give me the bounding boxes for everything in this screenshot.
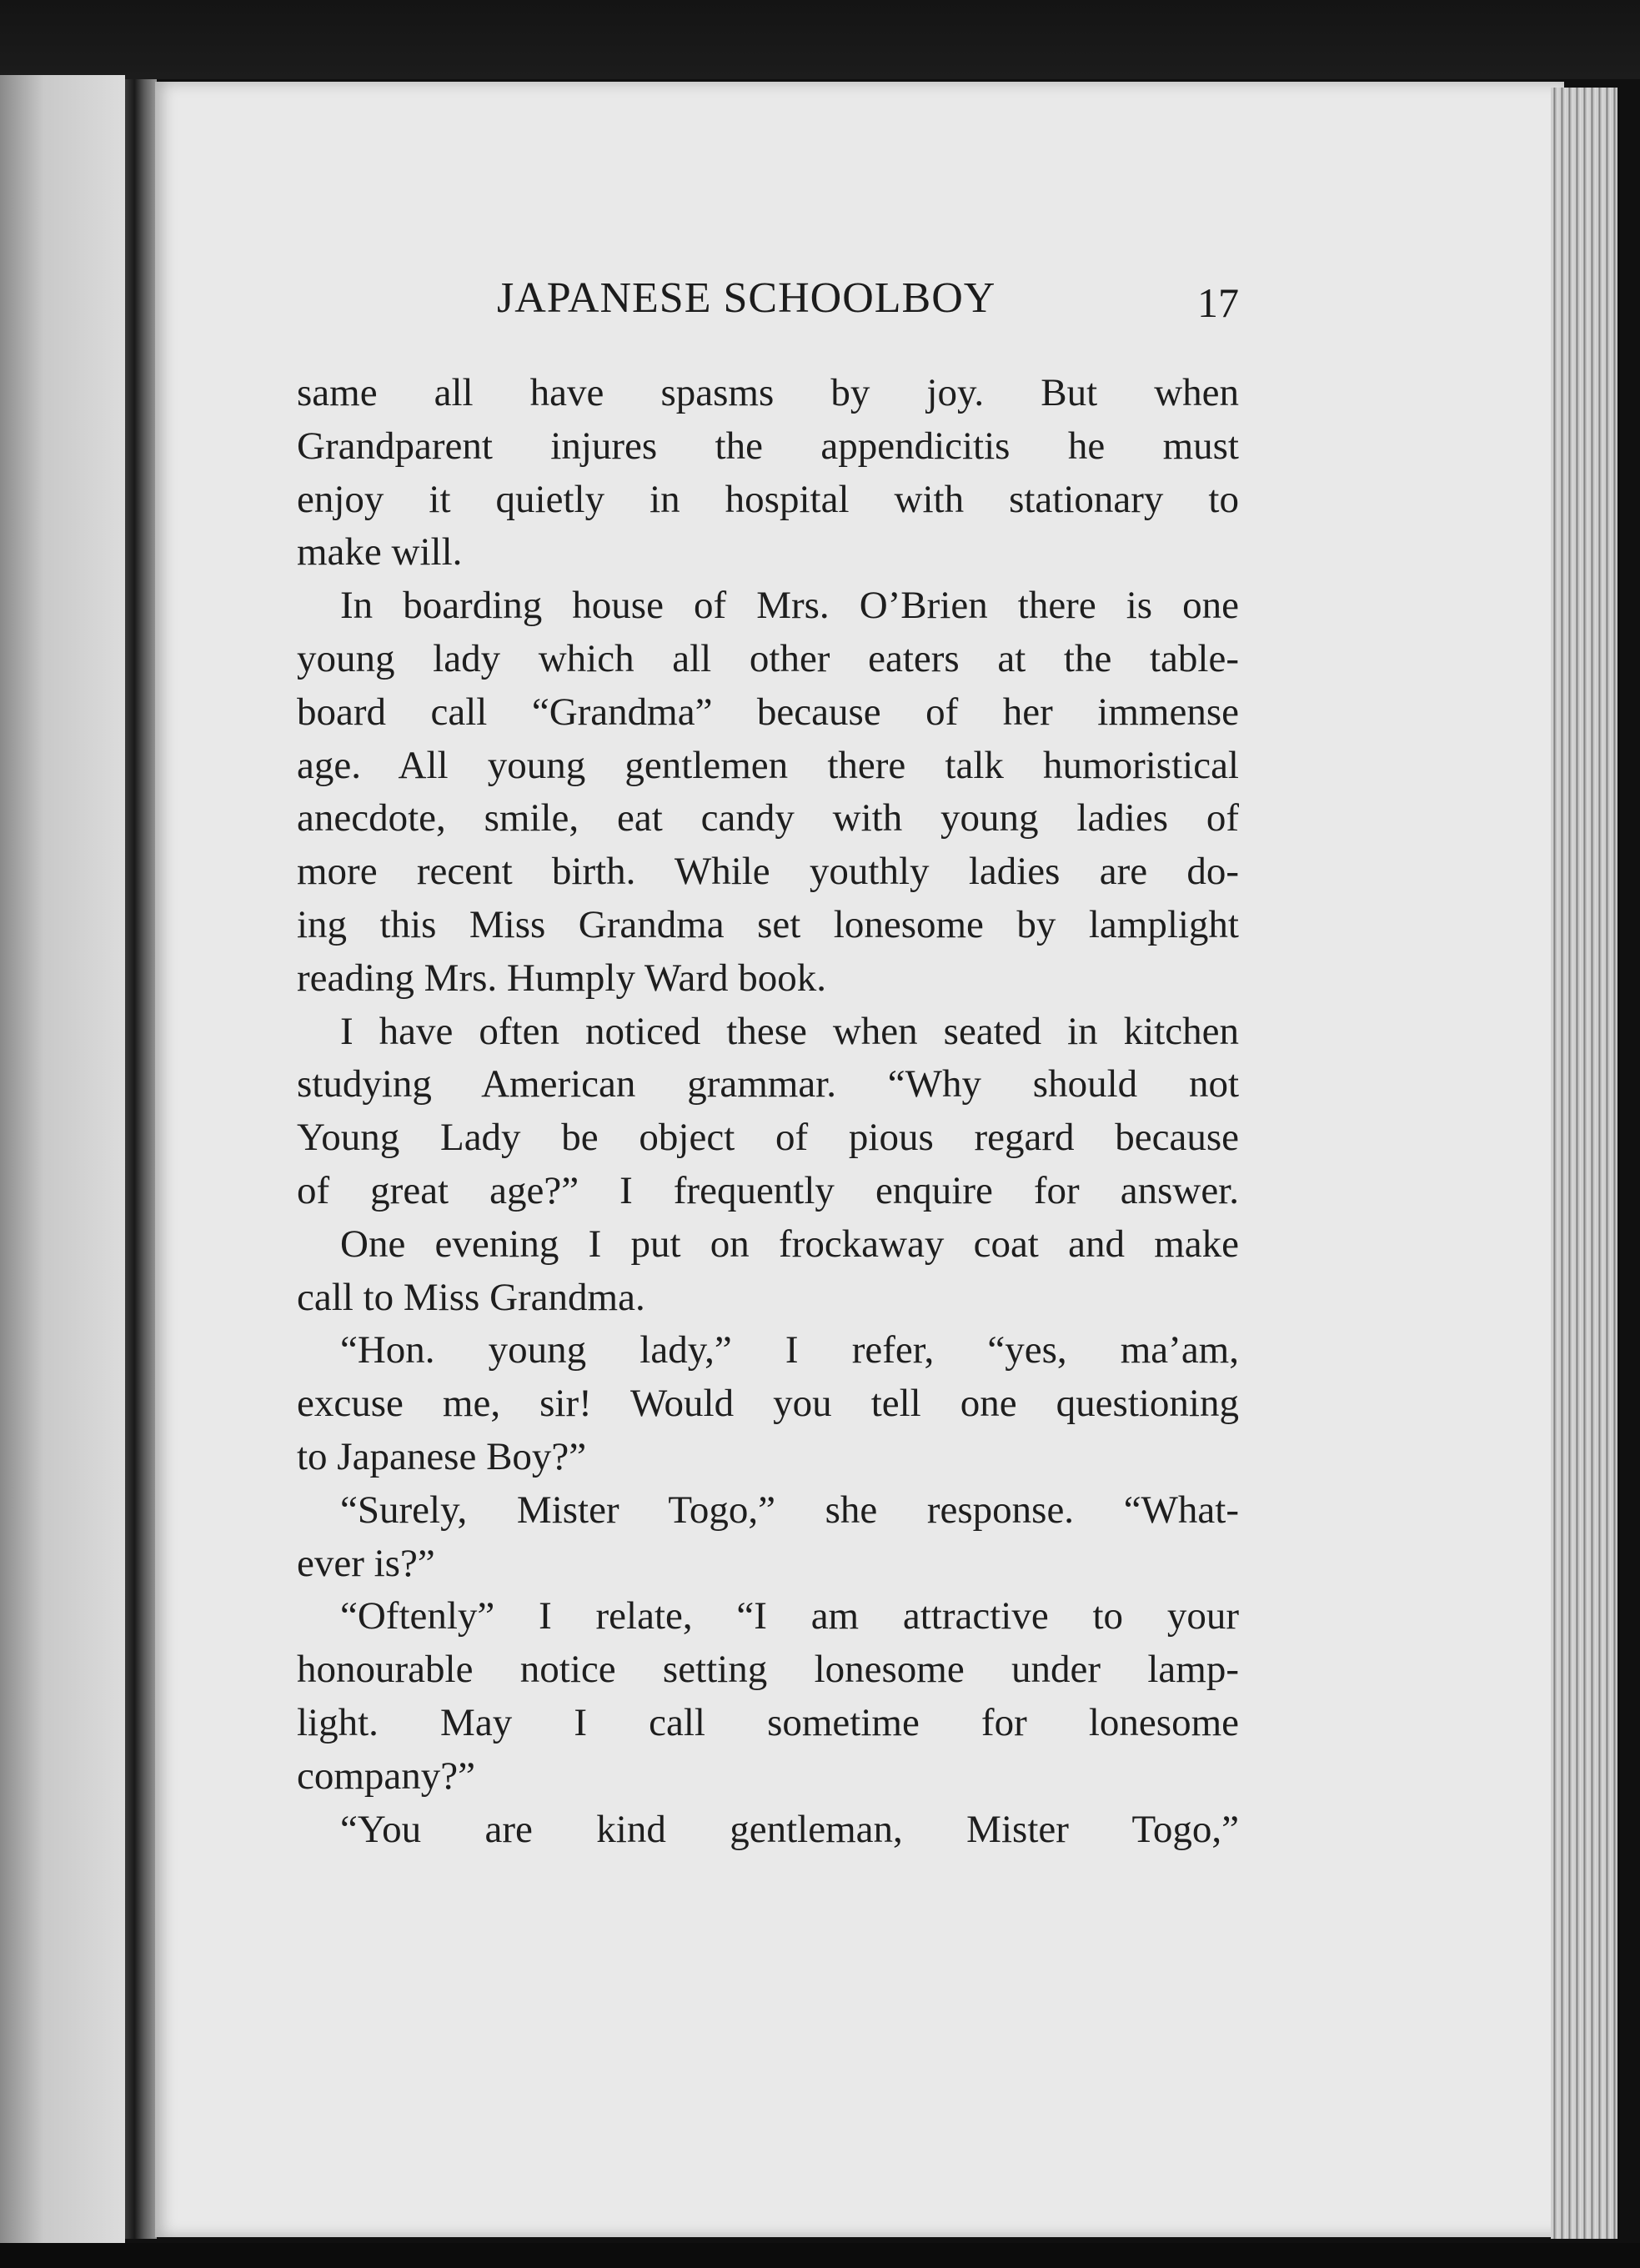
text-line: I have often noticed these when seated in kitchen (340, 1009, 1239, 1053)
scan-border-bottom (0, 2243, 1640, 2268)
text-line: “You are kind gentleman, Mister Togo,” (340, 1807, 1239, 1851)
text-line: anecdote, smile, eat candy with young ladies of (297, 796, 1239, 840)
text-line: studying American grammar. “Why should not (297, 1062, 1239, 1106)
scan-border-top (0, 0, 1640, 79)
text-line: Young Lady be object of pious regard because (297, 1116, 1239, 1160)
text-line: “Oftenly” I relate, “I am attractive to your (340, 1594, 1239, 1638)
text-line: ever is?” (297, 1541, 435, 1585)
facing-page-edge (0, 75, 125, 2251)
text-line: to Japanese Boy?” (297, 1434, 587, 1478)
text-line: young lady which all other eaters at the table- (297, 636, 1239, 680)
text-line: board call “Grandma” because of her immense (297, 690, 1239, 734)
text-line: “Surely, Mister Togo,” she response. “What- (340, 1488, 1239, 1532)
text-line: age. All young gentlemen there talk humoristical (297, 743, 1239, 787)
text-line: ing this Miss Grandma set lonesome by lamplight (297, 902, 1239, 946)
running-title: JAPANESE SCHOOLBOY (497, 274, 996, 322)
page-number: 17 (1197, 279, 1239, 326)
text-line: light. May I call sometime for lonesome (297, 1700, 1239, 1744)
text-line: same all have spasms by joy. But when (297, 371, 1239, 414)
page-edges (1551, 88, 1617, 2239)
text-line: company?” (297, 1754, 476, 1798)
text-line: One evening I put on frockaway coat and make (340, 1222, 1239, 1266)
text-line: of great age?” I frequently enquire for answer. (297, 1168, 1239, 1212)
body-text (297, 367, 1239, 1856)
text-line: enjoy it quietly in hospital with stationary to (297, 477, 1239, 521)
text-line: “Hon. young lady,” I refer, “yes, ma’am, (340, 1328, 1239, 1372)
text-line: Grandparent injures the appendicitis he must (297, 424, 1239, 468)
text-line: reading Mrs. Humply Ward book. (297, 956, 826, 1000)
text-line: more recent birth. While youthly ladies are do- (297, 850, 1239, 894)
text-line: In boarding house of Mrs. O’Brien there is one (340, 584, 1239, 628)
text-line: make will. (297, 530, 463, 575)
book-gutter (125, 79, 157, 2239)
page-header (297, 273, 1239, 340)
text-line: honourable notice setting lonesome under lamp- (297, 1648, 1239, 1692)
text-line: excuse me, sir! Would you tell one questioning (297, 1382, 1239, 1426)
text-line: call to Miss Grandma. (297, 1275, 645, 1319)
